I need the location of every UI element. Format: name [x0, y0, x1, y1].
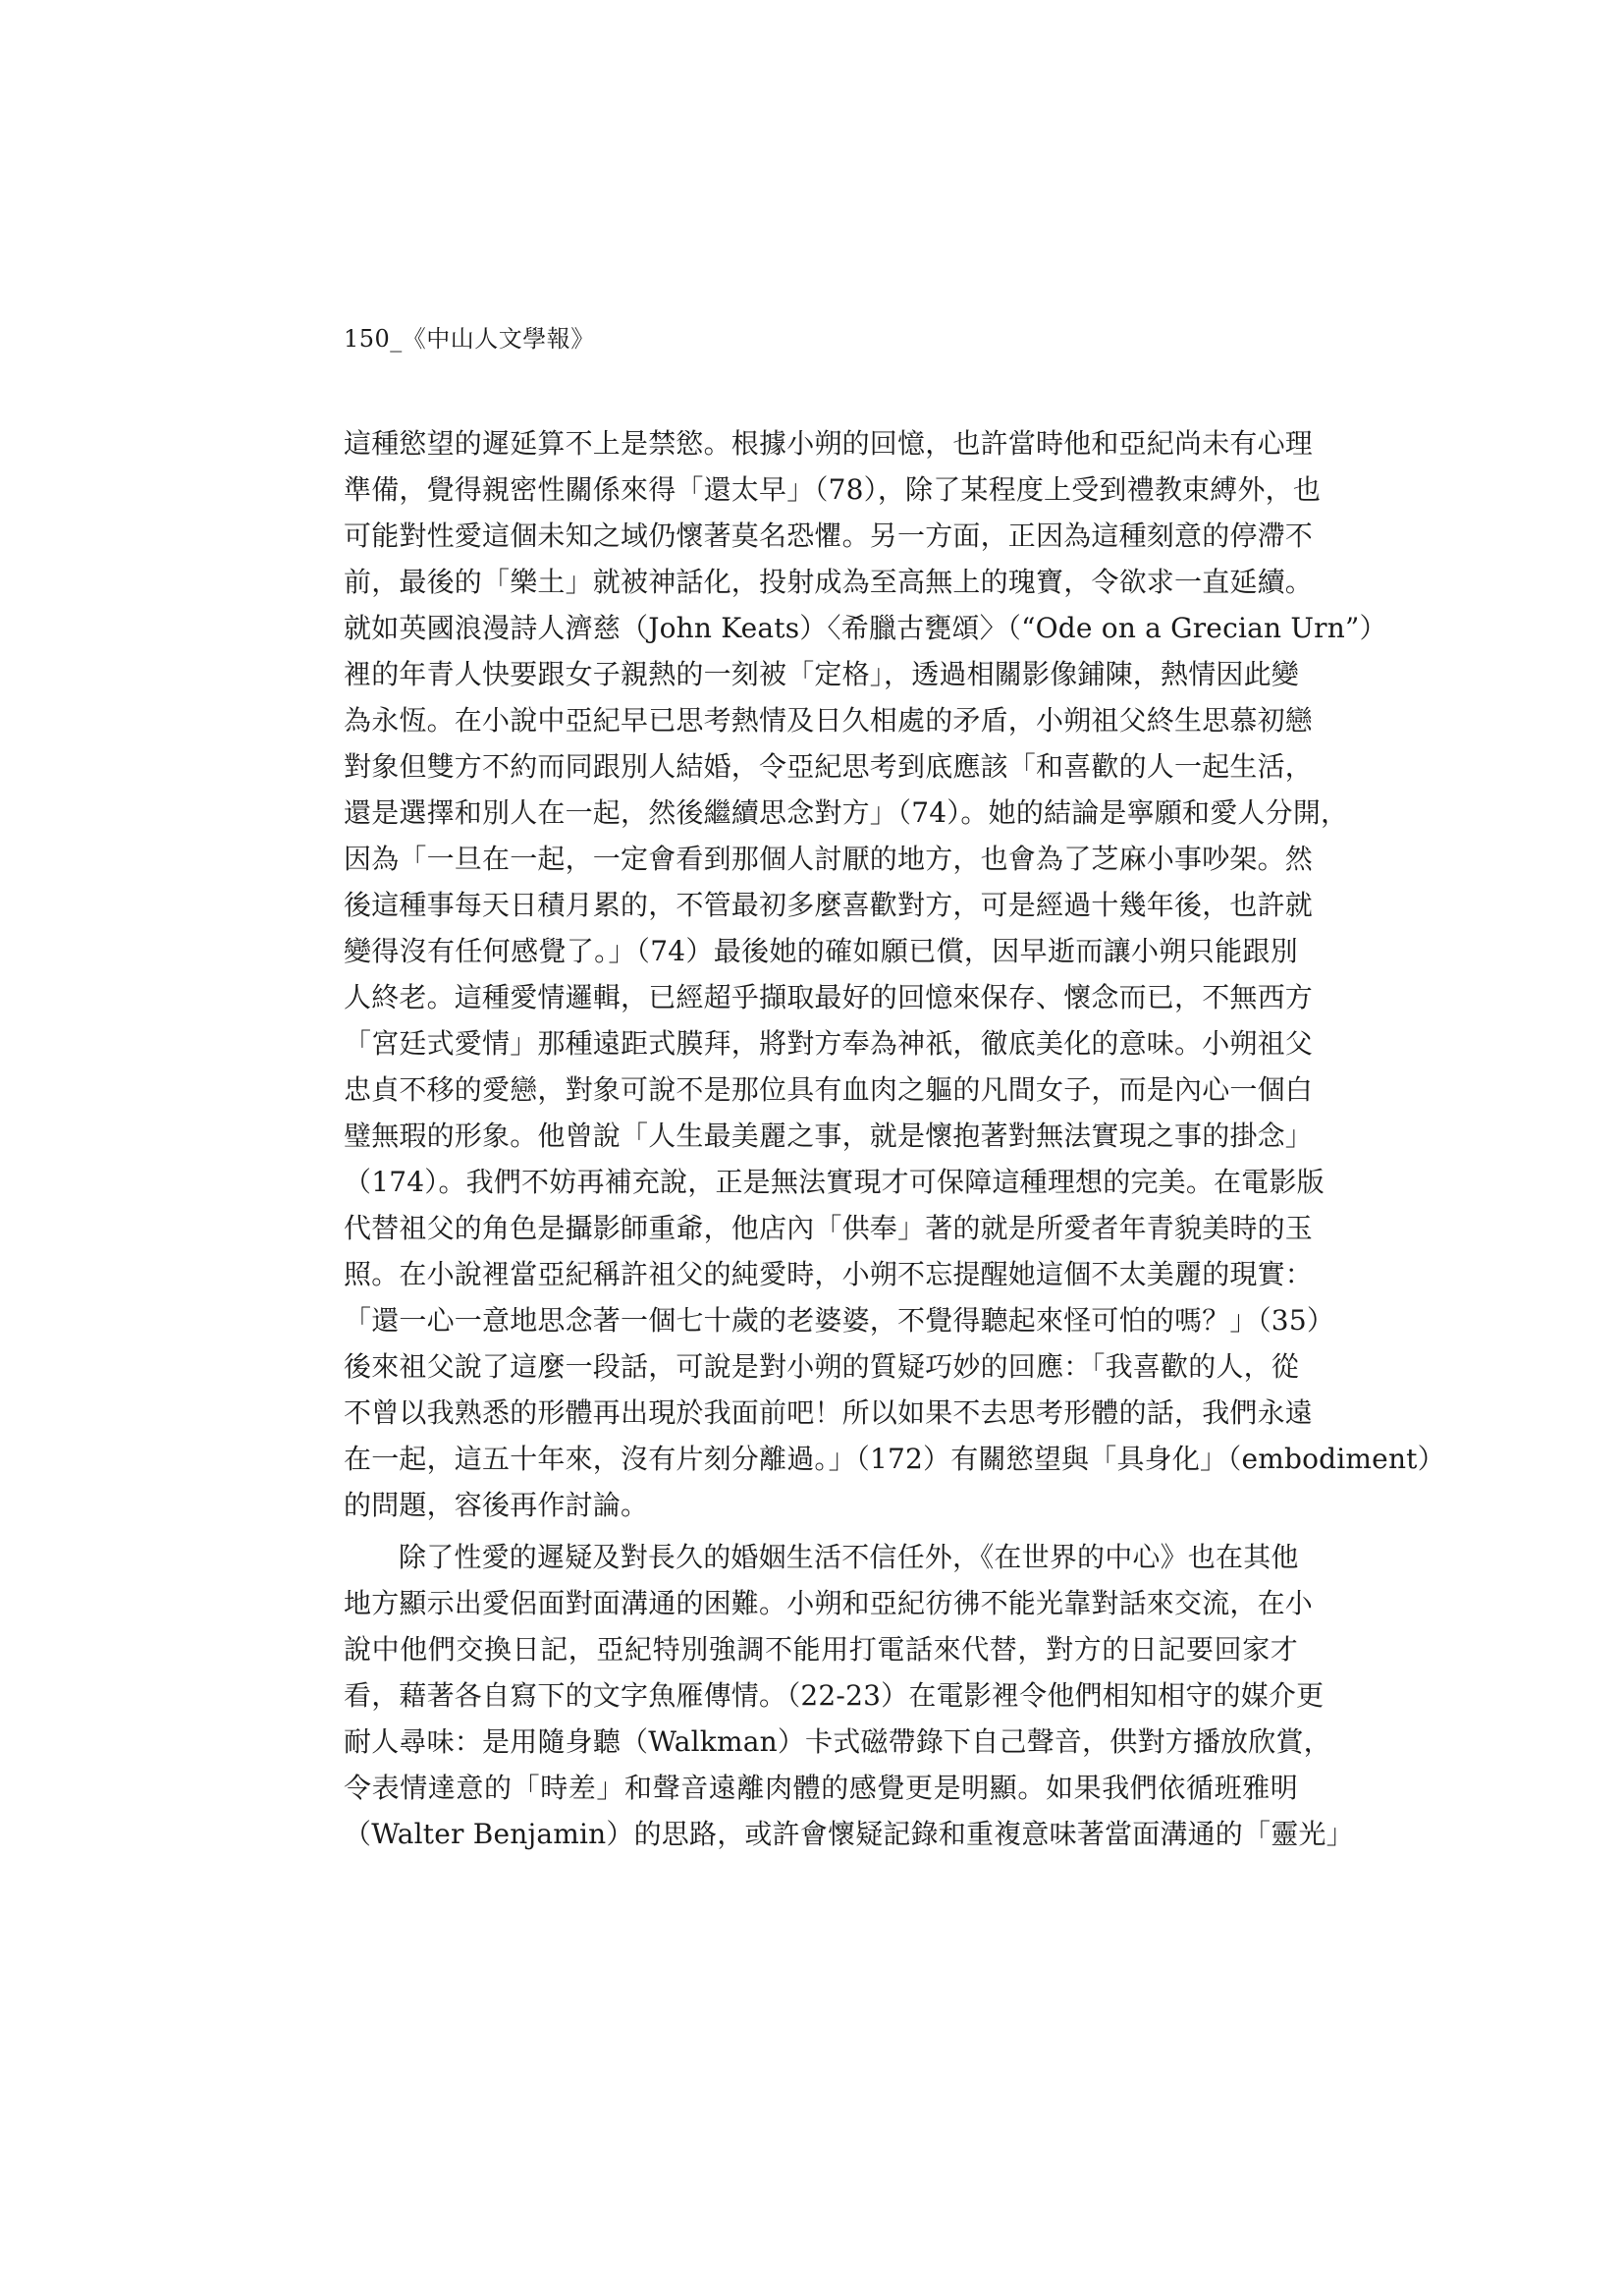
body-text — [344, 420, 1445, 1857]
paragraph-2 — [344, 1534, 1354, 1857]
text-line: 因為「一旦在一起，一定會看到那個人討厭的地方，也會為了芝麻小事吵架。然 — [344, 843, 1314, 875]
text-line: 照。在小說裡當亞紀稱許祖父的純愛時，小朔不忘提醒她這個不太美麗的現實： — [344, 1258, 1314, 1290]
text-line: 地方顯示出愛侶面對面溝通的困難。小朔和亞紀彷彿不能光靠對話來交流，在小 — [344, 1587, 1314, 1619]
text-line: 令表情達意的「時差」和聲音遠離肉體的感覺更是明顯。如果我們依循班雅明 — [344, 1772, 1298, 1804]
text-line: 這種慾望的遲延算不上是禁慾。根據小朔的回憶，也許當時他和亞紀尚未有心理 — [344, 427, 1314, 460]
text-line: 後這種事每天日積月累的，不管最初多麼喜歡對方，可是經過十幾年後，也許就 — [344, 889, 1314, 921]
text-line: 裡的年青人快要跟女子親熱的一刻被「定格」，透過相關影像鋪陳，熱情因此變 — [344, 658, 1300, 690]
text-line: 忠貞不移的愛戀，對象可說不是那位具有血肉之軀的凡間女子，而是內心一個白 — [344, 1073, 1314, 1106]
text-line: 人終老。這種愛情邏輯，已經超乎擷取最好的回憶來保存、懷念而已，不無西方 — [344, 981, 1314, 1013]
text-line: 「還一心一意地思念著一個七十歲的老婆婆，不覺得聽起來怪可怕的嗎？」（35） — [344, 1304, 1335, 1337]
running-header: 150_《中山人文學報》 — [344, 325, 595, 353]
text-line: 的問題，容後再作討論。 — [344, 1489, 649, 1521]
text-line: 為永恆。在小說中亞紀早已思考熱情及日久相處的矛盾，小朔祖父終生思慕初戀 — [344, 704, 1314, 737]
text-line: 後來祖父說了這麼一段話，可說是對小朔的質疑巧妙的回應：「我喜歡的人，從 — [344, 1350, 1300, 1383]
text-line: 說中他們交換日記，亞紀特別強調不能用打電話來代替，對方的日記要回家才 — [344, 1633, 1298, 1666]
text-line: （174）。我們不妨再補充說，正是無法實現才可保障這種理想的完美。在電影版 — [344, 1166, 1325, 1198]
text-line: 對象但雙方不約而同跟別人結婚，令亞紀思考到底應該「和喜歡的人一起生活， — [344, 750, 1314, 783]
text-line: 不曾以我熟悉的形體再出現於我面前吧！所以如果不去思考形體的話，我們永遠 — [344, 1396, 1314, 1429]
text-line: 變得沒有任何感覺了。」（74）最後她的確如願已償，因早逝而讓小朔只能跟別 — [344, 935, 1298, 967]
text-line: 準備，覺得親密性關係來得「還太早」（78），除了某程度上受到禮教束縛外，也 — [344, 473, 1322, 506]
text-line: 在一起，這五十年來，沒有片刻分離過。」（172）有關慾望與「具身化」（embodiment） — [344, 1443, 1445, 1475]
text-line: 看，藉著各自寫下的文字魚雁傳情。（22-23）在電影裡令他們相知相守的媒介更 — [344, 1679, 1325, 1712]
text-line: 前，最後的「樂土」就被神話化，投射成為至高無上的瑰寶，令欲求一直延續。 — [344, 566, 1314, 598]
paragraph-1 — [344, 420, 1445, 1528]
text-line: 除了性愛的遲疑及對長久的婚姻生活不信任外，《在世界的中心》也在其他 — [399, 1541, 1299, 1573]
text-line: 代替祖父的角色是攝影師重爺，他店內「供奉」著的就是所愛者年青貌美時的玉 — [344, 1212, 1314, 1244]
text-line: 還是選擇和別人在一起，然後繼續思念對方」（74）。她的結論是寧願和愛人分開， — [344, 796, 1349, 829]
text-line: 耐人尋味：是用隨身聽（Walkman）卡式磁帶錄下自己聲音，供對方播放欣賞， — [344, 1725, 1331, 1758]
text-line: 「宮廷式愛情」那種遠距式膜拜，將對方奉為神祇，徹底美化的意味。小朔祖父 — [344, 1027, 1314, 1060]
text-line: 可能對性愛這個未知之域仍懷著莫名恐懼。另一方面，正因為這種刻意的停滯不 — [344, 519, 1314, 552]
text-line: 璧無瑕的形象。他曾說「人生最美麗之事，就是懷抱著對無法實現之事的掛念」 — [344, 1120, 1314, 1152]
text-line: （Walter Benjamin）的思路，或許會懷疑記錄和重複意味著當面溝通的「靈光」 — [344, 1818, 1354, 1850]
text-line: 就如英國浪漫詩人濟慈（John Keats）〈希臘古甕頌〉（“Ode on a Grecian Urn”） — [344, 612, 1387, 644]
